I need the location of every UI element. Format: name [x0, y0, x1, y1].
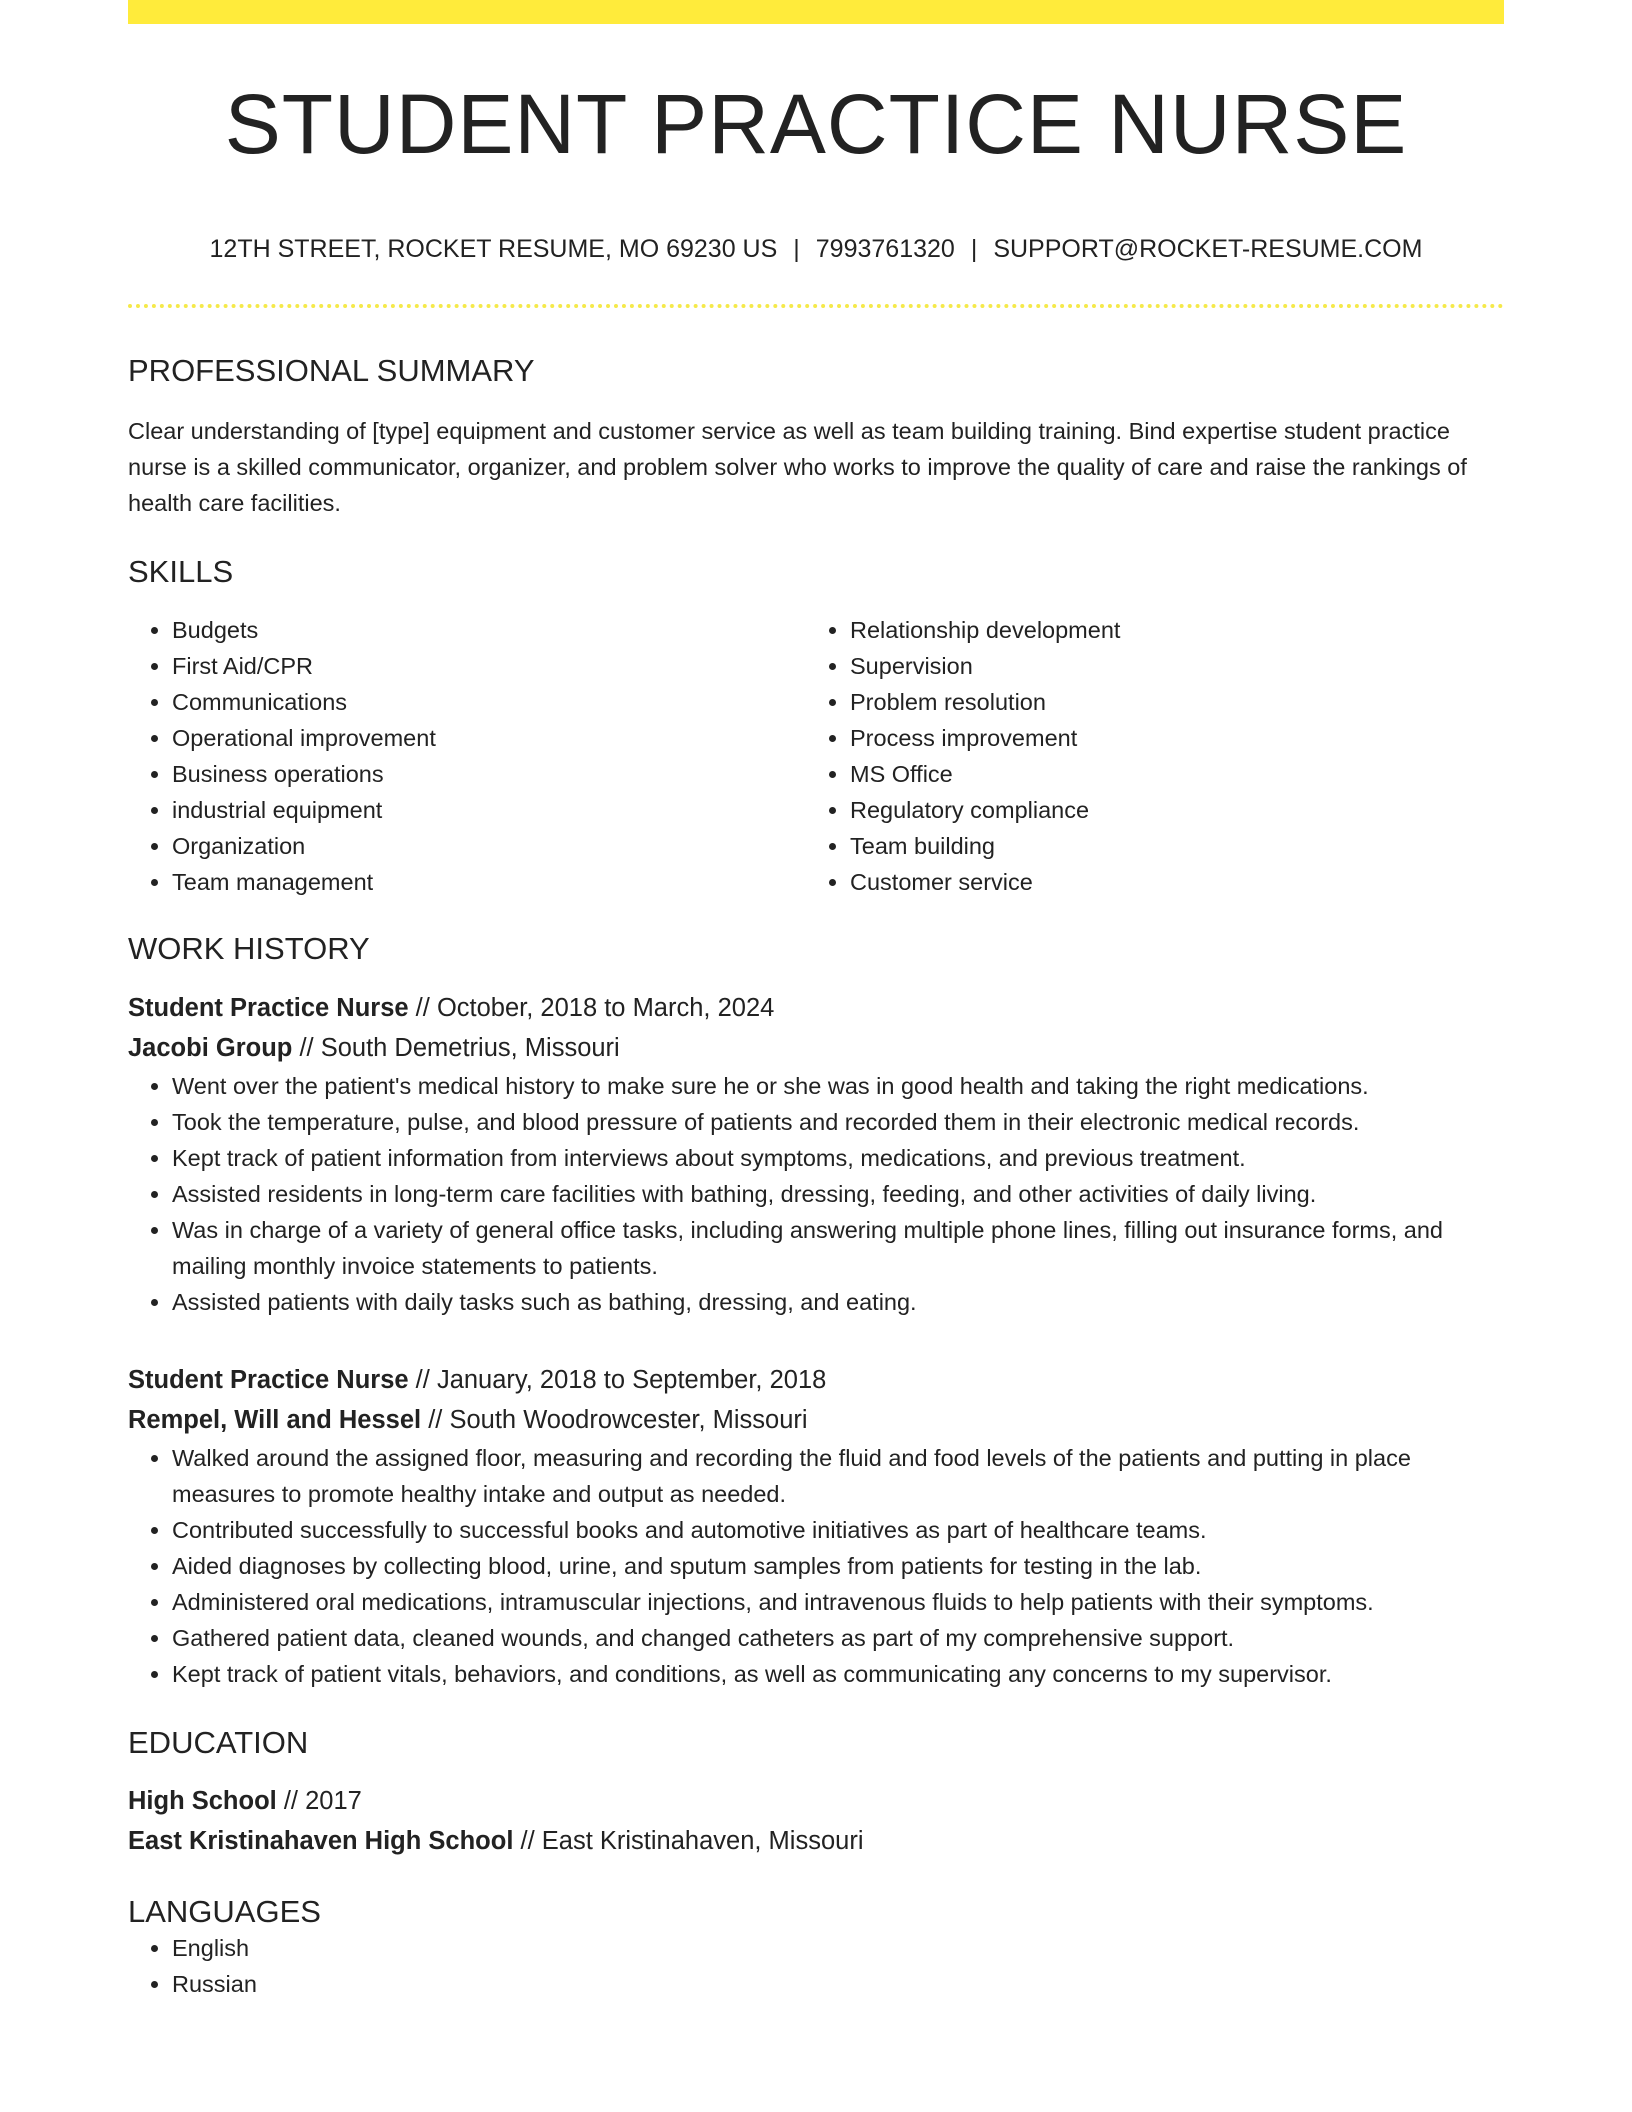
- job-company-line: [128, 1400, 1504, 1440]
- job-company: Rempel, Will and Hessel: [128, 1405, 422, 1434]
- job-duty: • Assisted patients with daily tasks such as bathing, dressing, and eating.: [172, 1284, 1504, 1320]
- skill-item: • Process improvement: [850, 720, 1484, 756]
- work-history-heading: WORK HISTORY: [128, 931, 370, 967]
- job-duty: • Aided diagnoses by collecting blood, urine, and sputum samples from patients for testing in the lab.: [172, 1548, 1504, 1584]
- job-duty: • Contributed successfully to successful books and automotive initiatives as part of healthcare teams.: [172, 1512, 1504, 1548]
- education-entry: [128, 1781, 1504, 1861]
- job-title-line: [128, 988, 1504, 1028]
- resume-page: [128, 0, 1504, 2002]
- skill-item: • Team management: [172, 864, 806, 900]
- job-company-line: [128, 1028, 1504, 1068]
- skills-left-list: [128, 612, 806, 900]
- summary-text: Clear understanding of [type] equipment and customer service as well as team building training. Bind expertise student practice nurse is a skilled communicator, organizer, and problem solver who works to improve the quality of care and raise the rankings of health care facilities.: [128, 418, 1467, 517]
- job-entry: [128, 988, 1504, 1320]
- accent-bar: [128, 0, 1504, 24]
- job-separator: //: [408, 993, 437, 1022]
- dotted-divider: [128, 304, 1504, 308]
- skill-item: • Customer service: [850, 864, 1484, 900]
- job-location: South Demetrius, Missouri: [320, 1033, 620, 1062]
- email: SUPPORT@ROCKET-RESUME.COM: [993, 235, 1423, 263]
- education-degree-line: [128, 1781, 1504, 1821]
- skill-item: • industrial equipment: [172, 792, 806, 828]
- skills-grid: [128, 612, 1504, 900]
- skill-item: • Business operations: [172, 756, 806, 792]
- skill-item: • MS Office: [850, 756, 1484, 792]
- education-degree: High School: [128, 1786, 277, 1815]
- languages-list: [128, 1930, 1504, 2002]
- skills-heading: SKILLS: [128, 554, 234, 590]
- job-duty: • Assisted residents in long-term care facilities with bathing, dressing, feeding, and other activities of daily living.: [172, 1176, 1504, 1212]
- job-duties-list: [128, 1440, 1504, 1692]
- job-dates: January, 2018 to September, 2018: [436, 1365, 827, 1394]
- job-separator: //: [408, 1365, 437, 1394]
- job-duty: • Kept track of patient vitals, behaviors, and conditions, as well as communicating any concerns to my supervisor.: [172, 1656, 1504, 1692]
- job-duties-list: [128, 1068, 1504, 1320]
- skill-item: • Relationship development: [850, 612, 1484, 648]
- education-year: 2017: [305, 1786, 362, 1815]
- job-role: Student Practice Nurse: [128, 1365, 409, 1394]
- address: 12TH STREET, ROCKET RESUME, MO 69230 US: [209, 235, 778, 263]
- skills-right-list: [806, 612, 1484, 900]
- skill-item: • Operational improvement: [172, 720, 806, 756]
- job-duty: • Took the temperature, pulse, and blood pressure of patients and recorded them in their electronic medical records.: [172, 1104, 1504, 1140]
- skill-item: • Supervision: [850, 648, 1484, 684]
- job-title-line: [128, 1360, 1504, 1400]
- skill-item: • Team building: [850, 828, 1484, 864]
- job-duty: • Went over the patient's medical history to make sure he or she was in good health and taking the right medications.: [172, 1068, 1504, 1104]
- job-role: Student Practice Nurse: [128, 993, 409, 1022]
- contact-line: [128, 234, 1504, 264]
- education-heading: EDUCATION: [128, 1724, 309, 1760]
- skill-item: • Communications: [172, 684, 806, 720]
- education-school-line: [128, 1821, 1504, 1861]
- job-entry: [128, 1360, 1504, 1692]
- phone: 7993761320: [815, 235, 955, 263]
- education-separator: //: [276, 1786, 306, 1815]
- languages-heading: LANGUAGES: [128, 1893, 321, 1929]
- job-duty: • Administered oral medications, intramuscular injections, and intravenous fluids to help patients with their symptoms.: [172, 1584, 1504, 1620]
- job-separator: //: [292, 1033, 321, 1062]
- education-separator: //: [513, 1826, 542, 1855]
- contact-separator: |: [793, 235, 800, 263]
- contact-separator: |: [970, 235, 978, 263]
- candidate-name: STUDENT PRACTICE NURSE: [224, 77, 1408, 171]
- education-location: East Kristinahaven, Missouri: [541, 1826, 864, 1855]
- job-separator: //: [421, 1405, 450, 1434]
- job-duty: • Kept track of patient information from interviews about symptoms, medications, and previous treatment.: [172, 1140, 1504, 1176]
- language-item: • Russian: [172, 1966, 1504, 2002]
- skill-item: • Problem resolution: [850, 684, 1484, 720]
- job-duty: • Gathered patient data, cleaned wounds, and changed catheters as part of my comprehensive support.: [172, 1620, 1504, 1656]
- job-company: Jacobi Group: [128, 1033, 293, 1062]
- skill-item: • Regulatory compliance: [850, 792, 1484, 828]
- skill-item: • Organization: [172, 828, 806, 864]
- job-duty: • Walked around the assigned floor, measuring and recording the fluid and food levels of the patients and putting in place measures to promote healthy intake and output as needed.: [172, 1440, 1504, 1512]
- summary-heading: PROFESSIONAL SUMMARY: [128, 353, 535, 388]
- skill-item: • First Aid/CPR: [172, 648, 806, 684]
- language-item: • English: [172, 1930, 1504, 1966]
- job-duty: • Was in charge of a variety of general office tasks, including answering multiple phone lines, filling out insurance forms, and mailing monthly invoice statements to patients.: [172, 1212, 1504, 1284]
- skill-item: • Budgets: [172, 612, 806, 648]
- education-school: East Kristinahaven High School: [128, 1826, 514, 1855]
- job-location: South Woodrowcester, Missouri: [449, 1405, 808, 1434]
- job-dates: October, 2018 to March, 2024: [436, 993, 775, 1022]
